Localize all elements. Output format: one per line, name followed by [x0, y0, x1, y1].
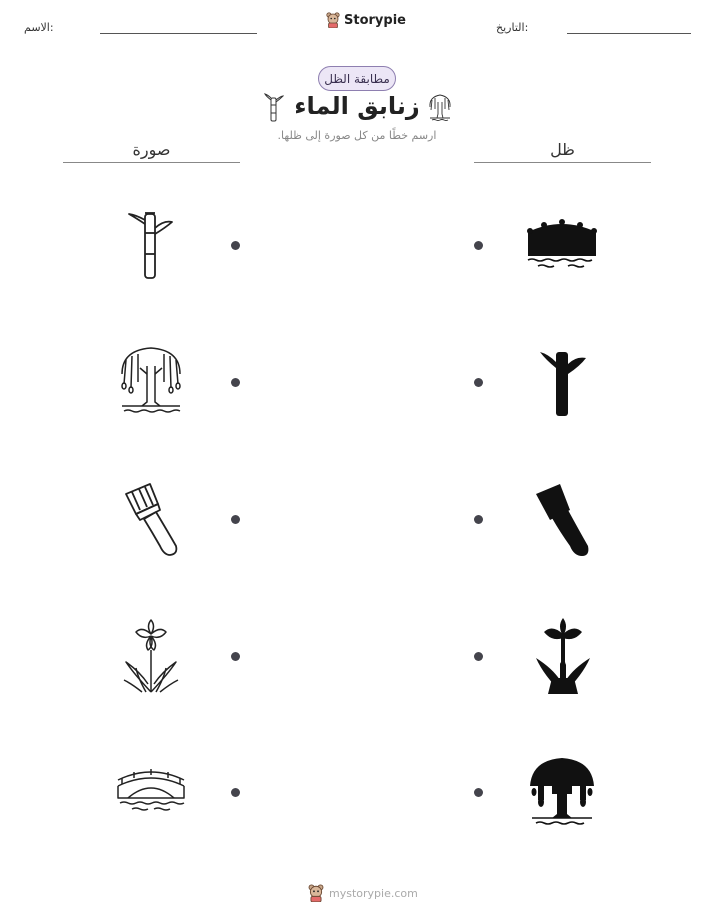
shadows-header-underline [474, 162, 651, 163]
pictures-column-header: صورة [132, 140, 171, 159]
iris-flower-silhouette-icon[interactable] [534, 614, 592, 696]
arched-bridge-silhouette-icon[interactable] [524, 218, 600, 270]
picture-dot-4[interactable] [231, 652, 240, 661]
willow-tree-icon[interactable] [116, 344, 186, 416]
picture-dot-2[interactable] [231, 378, 240, 387]
bamboo-icon[interactable] [124, 208, 176, 282]
shadow-dot-2[interactable] [474, 378, 483, 387]
brand-logo [326, 12, 406, 28]
date-label: التاريخ: [496, 21, 529, 34]
picture-dot-1[interactable] [231, 241, 240, 250]
bamboo-silhouette-icon[interactable] [538, 346, 588, 418]
shadow-dot-1[interactable] [474, 241, 483, 250]
instruction-text: ارسم خطًا من كل صورة إلى ظلها. [277, 129, 437, 142]
footer [308, 884, 418, 902]
footer-site-link[interactable]: mystorypie.com [329, 886, 418, 900]
date-line[interactable] [567, 33, 691, 34]
picture-dot-5[interactable] [231, 788, 240, 797]
bear-mascot-icon [308, 884, 324, 902]
page-title: زنابق الماء [294, 92, 420, 120]
brand-name: Storypie [344, 12, 406, 28]
picture-dot-3[interactable] [231, 515, 240, 524]
activity-badge: مطابقة الظل [318, 66, 396, 91]
willow-tree-silhouette-icon[interactable] [526, 756, 598, 828]
paintbrush-silhouette-icon[interactable] [530, 480, 592, 560]
name-line[interactable] [100, 33, 257, 34]
iris-flower-icon[interactable] [120, 614, 182, 696]
shadow-dot-4[interactable] [474, 652, 483, 661]
willow-tree-icon [425, 92, 455, 122]
shadow-dot-5[interactable] [474, 788, 483, 797]
paintbrush-icon[interactable] [120, 480, 182, 560]
bamboo-icon [264, 92, 284, 122]
shadow-dot-3[interactable] [474, 515, 483, 524]
pictures-header-underline [63, 162, 240, 163]
shadows-column-header: ظل [550, 140, 575, 159]
name-label: الاسم: [24, 21, 54, 34]
arched-bridge-icon[interactable] [114, 764, 188, 812]
bear-mascot-icon [326, 12, 340, 28]
